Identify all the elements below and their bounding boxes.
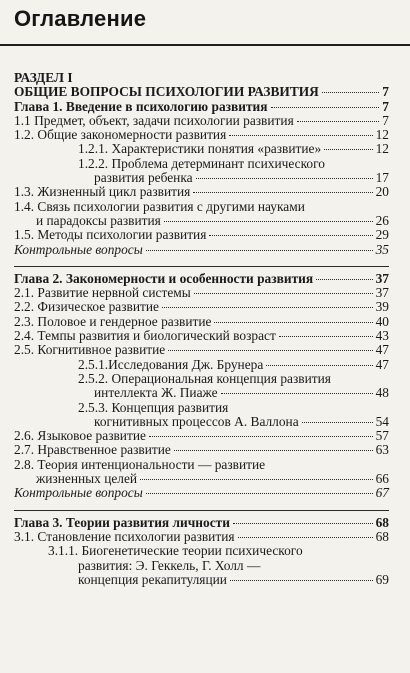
page-number: 40 <box>375 313 389 329</box>
page-number: 17 <box>375 170 389 186</box>
toc-entry-1-2-2-line2[interactable] <box>14 171 389 185</box>
page-number: 12 <box>375 141 389 157</box>
toc-entry-2-4[interactable] <box>14 329 389 343</box>
entry-title: 2.1. Развитие нервной системы <box>14 285 191 301</box>
toc-entry-chapter-3[interactable] <box>14 516 389 530</box>
page-number: 66 <box>375 471 389 487</box>
page-number: 43 <box>375 328 389 344</box>
toc-entry-2-8-line1[interactable] <box>14 458 389 472</box>
page-title: Оглавление <box>14 6 147 31</box>
leader-dots <box>149 436 373 437</box>
leader-dots <box>194 293 373 294</box>
page-number: 54 <box>375 413 389 429</box>
toc-entry-ch1-control-questions[interactable] <box>14 243 389 257</box>
leader-dots <box>193 192 372 193</box>
leader-dots <box>322 92 379 93</box>
toc-entry-2-5[interactable] <box>14 343 389 357</box>
entry-title: 2.8. Теория интенциональности — развитие <box>14 456 266 472</box>
leader-dots <box>168 350 372 351</box>
toc-entry-1-2-2-line1[interactable] <box>14 157 389 171</box>
leader-dots <box>146 250 373 251</box>
leader-dots <box>146 493 373 494</box>
page-number: 7 <box>382 84 389 100</box>
section-divider <box>14 510 389 511</box>
entry-title: 1.5. Методы психологии развития <box>14 227 207 243</box>
leader-dots <box>302 422 373 423</box>
entry-title-continued: развития ребенка <box>94 170 193 186</box>
leader-dots <box>162 307 373 308</box>
toc-entry-2-1[interactable] <box>14 286 389 300</box>
toc-entry-2-5-2-line1[interactable] <box>14 372 389 386</box>
toc-entry-2-5-2-line2[interactable] <box>14 386 389 400</box>
page-number: 69 <box>375 571 389 587</box>
entry-title: 1.2.1. Характеристики понятия «развитие» <box>78 141 322 157</box>
page-number: 57 <box>375 428 389 444</box>
entry-title-continued: развития: Э. Геккель, Г. Холл — <box>78 557 261 573</box>
entry-title-continued: жизненных целей <box>36 471 138 487</box>
page-number: 35 <box>375 241 389 257</box>
leader-dots <box>196 178 373 179</box>
leader-dots <box>233 523 373 524</box>
toc-entry-2-5-1[interactable] <box>14 358 389 372</box>
page-number: 39 <box>375 299 389 315</box>
entry-title-continued: когнитивных процессов А. Валлона <box>94 413 299 429</box>
toc-entry-chapter-1[interactable] <box>14 100 389 114</box>
page-number: 48 <box>375 385 389 401</box>
page-number: 37 <box>375 285 389 301</box>
page-number: 68 <box>375 514 389 530</box>
toc-entry-1-4-line2[interactable] <box>14 214 389 228</box>
entry-title: Глава 1. Введение в психологию развития <box>14 98 268 114</box>
leader-dots <box>140 479 373 480</box>
toc-entry-ch2-control-questions[interactable] <box>14 486 389 500</box>
entry-title: 2.5.1.Исследования Дж. Брунера <box>78 356 264 372</box>
leader-dots <box>316 279 372 280</box>
page-number: 37 <box>375 270 389 286</box>
entry-title: 1.3. Жизненный цикл развития <box>14 184 191 200</box>
leader-dots <box>214 322 372 323</box>
entry-title: 1.4. Связь психологии развития с другими науками <box>14 198 305 214</box>
leader-dots <box>271 107 380 108</box>
entry-title: 1.2. Общие закономерности развития <box>14 127 227 143</box>
page-number: 63 <box>375 442 389 458</box>
toc-entry-2-5-3-line1[interactable] <box>14 401 389 415</box>
entry-title: 2.5.2. Операциональная концепция развития <box>78 370 331 386</box>
toc-entry-2-7[interactable] <box>14 443 389 457</box>
page-number: 20 <box>375 184 389 200</box>
toc-entry-1-5[interactable] <box>14 228 389 242</box>
entry-title: Контрольные вопросы <box>14 241 143 257</box>
toc-entry-1-3[interactable] <box>14 185 389 199</box>
entry-title: 2.7. Нравственное развитие <box>14 442 171 458</box>
entry-title: 1.1 Предмет, объект, задачи психологии развития <box>14 112 294 128</box>
section-divider <box>14 266 389 267</box>
toc-entry-1-1[interactable] <box>14 114 389 128</box>
page-number: 7 <box>382 98 389 114</box>
toc-entry-2-8-line2[interactable] <box>14 472 389 486</box>
entry-title: 2.4. Темпы развития и биологический возраст <box>14 328 276 344</box>
page-number: 67 <box>375 485 389 501</box>
toc-entry-3-1[interactable] <box>14 530 389 544</box>
leader-dots <box>209 235 372 236</box>
title-underline <box>0 44 410 46</box>
leader-dots <box>266 365 372 366</box>
entry-title: 2.6. Языковое развитие <box>14 428 146 444</box>
leader-dots <box>238 537 373 538</box>
page-number: 47 <box>375 342 389 358</box>
entry-title: 1.2.2. Проблема детерминант психического <box>78 155 325 171</box>
leader-dots <box>297 121 380 122</box>
entry-title-continued: интеллекта Ж. Пиаже <box>94 385 218 401</box>
toc-entry-2-5-3-line2[interactable] <box>14 415 389 429</box>
toc-entry-2-6[interactable] <box>14 429 389 443</box>
table-of-contents <box>14 71 389 587</box>
entry-title: 2.5. Когнитивное развитие <box>14 342 166 358</box>
entry-title-continued: концепция рекапитуляции <box>78 571 227 587</box>
toc-entry-1-4-line1[interactable] <box>14 200 389 214</box>
page-number: 29 <box>375 227 389 243</box>
toc-entry-3-1-1-line2[interactable] <box>14 559 389 573</box>
toc-entry-chapter-2[interactable] <box>14 272 389 286</box>
entry-title: 3.1. Становление психологии развития <box>14 528 235 544</box>
leader-dots <box>164 221 373 222</box>
toc-entry-1-2-1[interactable] <box>14 142 389 156</box>
toc-entry-2-2[interactable] <box>14 300 389 314</box>
entry-title: Глава 3. Теории развития личности <box>14 514 230 530</box>
leader-dots <box>174 450 373 451</box>
entry-title: 2.2. Физическое развитие <box>14 299 159 315</box>
leader-dots <box>221 393 373 394</box>
entry-title: Глава 2. Закономерности и особенности развития <box>14 270 314 286</box>
leader-dots <box>324 149 372 150</box>
leader-dots <box>229 135 372 136</box>
toc-entry-3-1-1-line3[interactable] <box>14 573 389 587</box>
entry-title: Контрольные вопросы <box>14 485 143 501</box>
page-number: 68 <box>375 528 389 544</box>
page-number: 12 <box>375 127 389 143</box>
toc-entry-2-3[interactable] <box>14 315 389 329</box>
entry-title: 2.3. Половое и гендерное развитие <box>14 313 212 329</box>
toc-entry-3-1-1-line1[interactable] <box>14 544 389 558</box>
leader-dots <box>279 336 373 337</box>
toc-entry-1-2[interactable] <box>14 128 389 142</box>
page-number: 7 <box>382 112 389 128</box>
entry-title-continued: и парадоксы развития <box>36 212 161 228</box>
entry-title: 3.1.1. Биогенетические теории психического <box>48 543 303 559</box>
entry-title: 2.5.3. Концепция развития <box>78 399 229 415</box>
leader-dots <box>230 580 373 581</box>
entry-title: ОБЩИЕ ВОПРОСЫ ПСИХОЛОГИИ РАЗВИТИЯ <box>14 84 319 100</box>
toc-entry-part-1[interactable] <box>14 85 389 99</box>
page-number: 47 <box>375 356 389 372</box>
part-label: РАЗДЕЛ I <box>14 70 73 85</box>
page-number: 26 <box>375 212 389 228</box>
